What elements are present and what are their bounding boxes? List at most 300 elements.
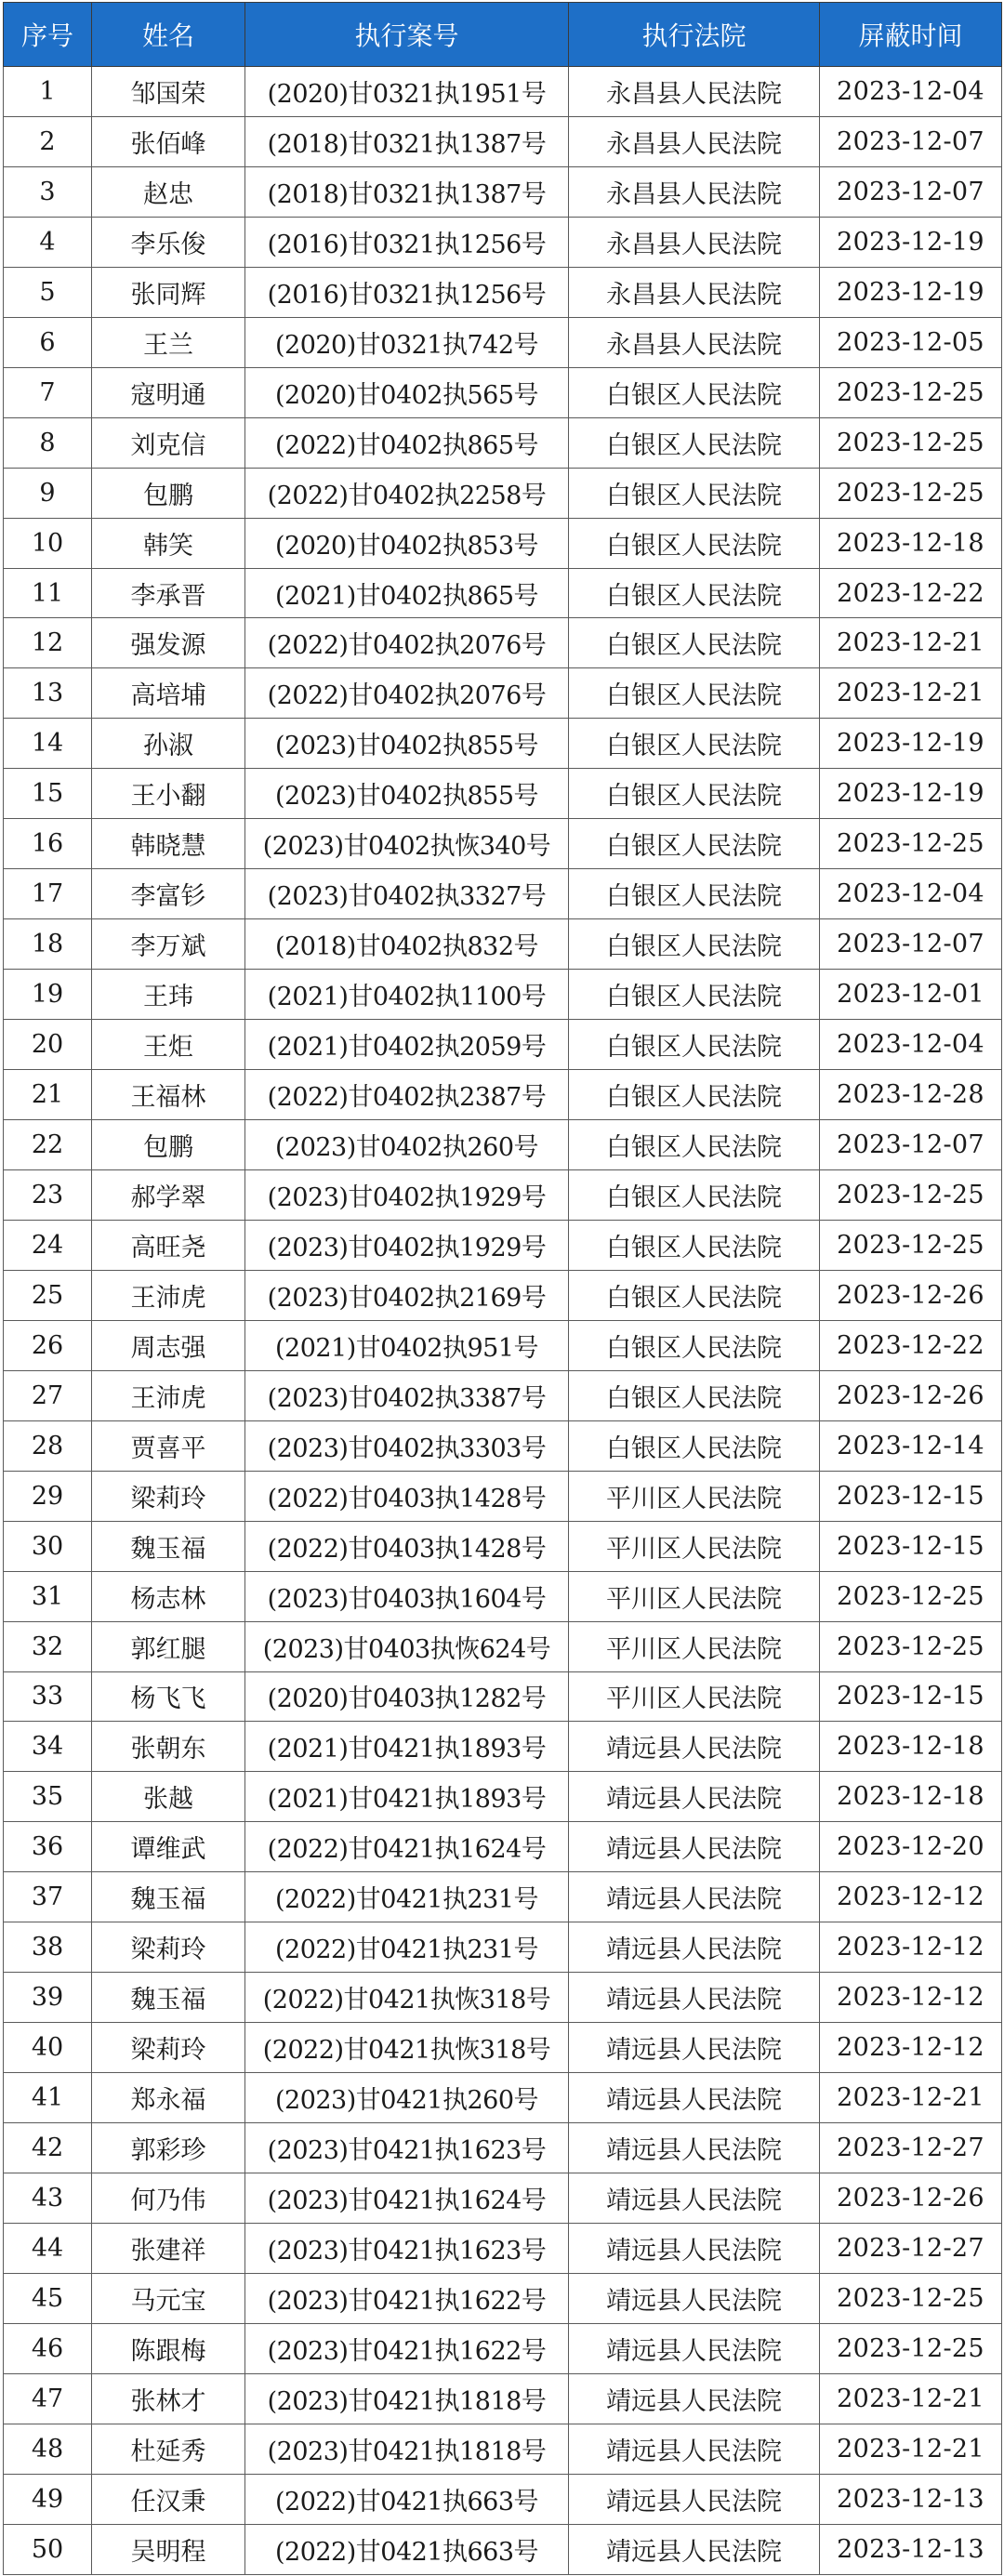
table-row — [4, 2023, 1002, 2073]
table-row — [4, 618, 1002, 668]
cell-serial-number: 4 — [4, 217, 92, 267]
cell-name: 刘克信 — [92, 417, 245, 468]
cell-court: 靖远县人民法院 — [569, 2023, 820, 2073]
cell-shield-date: 2023-12-25 — [820, 468, 1002, 518]
cell-shield-date: 2023-12-26 — [820, 1370, 1002, 1420]
cell-case-number: (2023)甘0402执855号 — [245, 719, 569, 769]
cell-court: 永昌县人民法院 — [569, 166, 820, 217]
table-row — [4, 2424, 1002, 2474]
header-court: 执行法院 — [569, 3, 820, 67]
table-row — [4, 1621, 1002, 1671]
cell-case-number: (2023)甘0421执1818号 — [245, 2373, 569, 2424]
cell-shield-date: 2023-12-25 — [820, 1220, 1002, 1270]
cell-case-number: (2022)甘0421执231号 — [245, 1872, 569, 1922]
table-row — [4, 1070, 1002, 1120]
cell-name: 寇明通 — [92, 367, 245, 417]
cell-court: 白银区人民法院 — [569, 719, 820, 769]
cell-court: 靖远县人民法院 — [569, 1922, 820, 1973]
cell-court: 白银区人民法院 — [569, 970, 820, 1020]
cell-serial-number: 1 — [4, 67, 92, 117]
cell-shield-date: 2023-12-25 — [820, 417, 1002, 468]
cell-case-number: (2020)甘0402执853号 — [245, 518, 569, 568]
table-row — [4, 970, 1002, 1020]
cell-court: 靖远县人民法院 — [569, 2323, 820, 2373]
table-row — [4, 1420, 1002, 1471]
cell-case-number: (2020)甘0403执1282号 — [245, 1671, 569, 1722]
cell-name: 何乃伟 — [92, 2173, 245, 2224]
table-row — [4, 2474, 1002, 2524]
cell-name: 梁莉玲 — [92, 1471, 245, 1521]
cell-court: 白银区人民法院 — [569, 1120, 820, 1170]
cell-serial-number: 40 — [4, 2023, 92, 2073]
cell-court: 白银区人民法院 — [569, 869, 820, 919]
cell-court: 白银区人民法院 — [569, 919, 820, 970]
cell-court: 白银区人民法院 — [569, 568, 820, 618]
cell-serial-number: 19 — [4, 970, 92, 1020]
cell-serial-number: 10 — [4, 518, 92, 568]
table-row — [4, 2123, 1002, 2173]
cell-shield-date: 2023-12-21 — [820, 2424, 1002, 2474]
cell-name: 张佰峰 — [92, 116, 245, 166]
cell-serial-number: 36 — [4, 1822, 92, 1872]
cell-shield-date: 2023-12-18 — [820, 518, 1002, 568]
cell-shield-date: 2023-12-25 — [820, 1571, 1002, 1621]
cell-shield-date: 2023-12-26 — [820, 2173, 1002, 2224]
cell-serial-number: 18 — [4, 919, 92, 970]
cell-case-number: (2023)甘0402执260号 — [245, 1120, 569, 1170]
cell-shield-date: 2023-12-01 — [820, 970, 1002, 1020]
cell-case-number: (2022)甘0402执2387号 — [245, 1070, 569, 1120]
cell-case-number: (2022)甘0421执663号 — [245, 2474, 569, 2524]
cell-court: 白银区人民法院 — [569, 1420, 820, 1471]
cell-serial-number: 24 — [4, 1220, 92, 1270]
cell-serial-number: 20 — [4, 1020, 92, 1070]
table-row — [4, 1772, 1002, 1822]
cell-shield-date: 2023-12-19 — [820, 267, 1002, 317]
cell-court: 平川区人民法院 — [569, 1621, 820, 1671]
cell-case-number: (2020)甘0402执565号 — [245, 367, 569, 417]
cell-shield-date: 2023-12-15 — [820, 1471, 1002, 1521]
cell-shield-date: 2023-12-28 — [820, 1070, 1002, 1120]
cell-court: 靖远县人民法院 — [569, 2524, 820, 2574]
cell-serial-number: 41 — [4, 2073, 92, 2123]
cell-court: 白银区人民法院 — [569, 1169, 820, 1220]
cell-case-number: (2022)甘0421执663号 — [245, 2524, 569, 2574]
table-row — [4, 1872, 1002, 1922]
cell-court: 白银区人民法院 — [569, 1220, 820, 1270]
cell-case-number: (2018)甘0321执1387号 — [245, 116, 569, 166]
cell-serial-number: 21 — [4, 1070, 92, 1120]
cell-case-number: (2021)甘0421执1893号 — [245, 1722, 569, 1772]
cell-case-number: (2023)甘0403执恢624号 — [245, 1621, 569, 1671]
cell-court: 平川区人民法院 — [569, 1571, 820, 1621]
table-row — [4, 1521, 1002, 1571]
cell-name: 赵忠 — [92, 166, 245, 217]
table-row — [4, 568, 1002, 618]
cell-name: 包鹏 — [92, 468, 245, 518]
table-row — [4, 116, 1002, 166]
cell-name: 王玮 — [92, 970, 245, 1020]
cell-serial-number: 33 — [4, 1671, 92, 1722]
table-row — [4, 2373, 1002, 2424]
table-row — [4, 2173, 1002, 2224]
cell-serial-number: 2 — [4, 116, 92, 166]
cell-serial-number: 48 — [4, 2424, 92, 2474]
cell-name: 杨志林 — [92, 1571, 245, 1621]
table-row — [4, 1571, 1002, 1621]
cell-court: 白银区人民法院 — [569, 618, 820, 668]
cell-court: 平川区人民法院 — [569, 1521, 820, 1571]
cell-name: 杨飞飞 — [92, 1671, 245, 1722]
cell-serial-number: 11 — [4, 568, 92, 618]
cell-shield-date: 2023-12-25 — [820, 2323, 1002, 2373]
table-row — [4, 1822, 1002, 1872]
cell-serial-number: 35 — [4, 1772, 92, 1822]
table-row — [4, 1370, 1002, 1420]
cell-court: 靖远县人民法院 — [569, 2173, 820, 2224]
cell-court: 平川区人民法院 — [569, 1671, 820, 1722]
cell-serial-number: 45 — [4, 2273, 92, 2323]
cell-court: 靖远县人民法院 — [569, 2073, 820, 2123]
cell-name: 梁莉玲 — [92, 2023, 245, 2073]
cell-case-number: (2023)甘0402执恢340号 — [245, 819, 569, 869]
cell-shield-date: 2023-12-05 — [820, 317, 1002, 367]
cell-serial-number: 23 — [4, 1169, 92, 1220]
cell-case-number: (2020)甘0321执742号 — [245, 317, 569, 367]
cell-shield-date: 2023-12-27 — [820, 2123, 1002, 2173]
cell-case-number: (2022)甘0421执恢318号 — [245, 2023, 569, 2073]
table-row — [4, 2323, 1002, 2373]
cell-case-number: (2021)甘0402执865号 — [245, 568, 569, 618]
cell-name: 包鹏 — [92, 1120, 245, 1170]
cell-serial-number: 15 — [4, 769, 92, 819]
cell-case-number: (2023)甘0421执1622号 — [245, 2273, 569, 2323]
header-serial-number: 序号 — [4, 3, 92, 67]
table-row — [4, 769, 1002, 819]
cell-serial-number: 47 — [4, 2373, 92, 2424]
cell-shield-date: 2023-12-12 — [820, 1872, 1002, 1922]
table-row — [4, 1020, 1002, 1070]
cell-name: 杜延秀 — [92, 2424, 245, 2474]
cell-shield-date: 2023-12-21 — [820, 618, 1002, 668]
cell-serial-number: 46 — [4, 2323, 92, 2373]
cell-case-number: (2022)甘0421执231号 — [245, 1922, 569, 1973]
cell-court: 白银区人民法院 — [569, 1270, 820, 1320]
cell-name: 谭维武 — [92, 1822, 245, 1872]
cell-name: 吴明程 — [92, 2524, 245, 2574]
cell-court: 白银区人民法院 — [569, 518, 820, 568]
cell-shield-date: 2023-12-21 — [820, 2073, 1002, 2123]
cell-serial-number: 44 — [4, 2223, 92, 2273]
cell-serial-number: 29 — [4, 1471, 92, 1521]
cell-name: 郑永福 — [92, 2073, 245, 2123]
cell-shield-date: 2023-12-25 — [820, 1169, 1002, 1220]
cell-name: 魏玉福 — [92, 1973, 245, 2023]
cell-serial-number: 42 — [4, 2123, 92, 2173]
cell-serial-number: 25 — [4, 1270, 92, 1320]
table-row — [4, 2524, 1002, 2574]
table-row — [4, 668, 1002, 719]
cell-name: 孙淑 — [92, 719, 245, 769]
cell-name: 王沛虎 — [92, 1270, 245, 1320]
cell-serial-number: 38 — [4, 1922, 92, 1973]
cell-case-number: (2022)甘0421执恢318号 — [245, 1973, 569, 2023]
cell-shield-date: 2023-12-12 — [820, 2023, 1002, 2073]
cell-case-number: (2022)甘0403执1428号 — [245, 1471, 569, 1521]
cell-case-number: (2023)甘0421执260号 — [245, 2073, 569, 2123]
table-row — [4, 67, 1002, 117]
cell-name: 张林才 — [92, 2373, 245, 2424]
cell-court: 靖远县人民法院 — [569, 1973, 820, 2023]
cell-shield-date: 2023-12-18 — [820, 1722, 1002, 1772]
header-row — [4, 3, 1002, 67]
table-row — [4, 267, 1002, 317]
cell-name: 韩晓慧 — [92, 819, 245, 869]
cell-shield-date: 2023-12-19 — [820, 217, 1002, 267]
cell-name: 强发源 — [92, 618, 245, 668]
table-row — [4, 819, 1002, 869]
cell-shield-date: 2023-12-12 — [820, 1922, 1002, 1973]
cell-name: 贾喜平 — [92, 1420, 245, 1471]
cell-case-number: (2023)甘0403执1604号 — [245, 1571, 569, 1621]
cell-case-number: (2018)甘0321执1387号 — [245, 166, 569, 217]
table-row — [4, 1120, 1002, 1170]
cell-name: 王兰 — [92, 317, 245, 367]
cell-case-number: (2022)甘0421执1624号 — [245, 1822, 569, 1872]
cell-shield-date: 2023-12-25 — [820, 1621, 1002, 1671]
cell-shield-date: 2023-12-18 — [820, 1772, 1002, 1822]
cell-court: 永昌县人民法院 — [569, 67, 820, 117]
cell-court: 永昌县人民法院 — [569, 217, 820, 267]
cell-court: 平川区人民法院 — [569, 1471, 820, 1521]
cell-serial-number: 7 — [4, 367, 92, 417]
cell-name: 梁莉玲 — [92, 1922, 245, 1973]
cell-serial-number: 22 — [4, 1120, 92, 1170]
cell-serial-number: 30 — [4, 1521, 92, 1571]
cell-shield-date: 2023-12-07 — [820, 919, 1002, 970]
table-header — [4, 3, 1002, 67]
cell-name: 任汉秉 — [92, 2474, 245, 2524]
cell-serial-number: 17 — [4, 869, 92, 919]
cell-shield-date: 2023-12-25 — [820, 2273, 1002, 2323]
cell-shield-date: 2023-12-04 — [820, 869, 1002, 919]
table-row — [4, 518, 1002, 568]
cell-name: 魏玉福 — [92, 1521, 245, 1571]
cell-serial-number: 31 — [4, 1571, 92, 1621]
table-row — [4, 468, 1002, 518]
cell-serial-number: 12 — [4, 618, 92, 668]
cell-court: 白银区人民法院 — [569, 417, 820, 468]
cell-case-number: (2023)甘0421执1818号 — [245, 2424, 569, 2474]
cell-court: 靖远县人民法院 — [569, 1772, 820, 1822]
cell-court: 白银区人民法院 — [569, 1020, 820, 1070]
cell-shield-date: 2023-12-25 — [820, 367, 1002, 417]
cell-serial-number: 6 — [4, 317, 92, 367]
cell-serial-number: 16 — [4, 819, 92, 869]
cell-serial-number: 9 — [4, 468, 92, 518]
cell-name: 韩笑 — [92, 518, 245, 568]
cell-serial-number: 28 — [4, 1420, 92, 1471]
table-row — [4, 166, 1002, 217]
cell-serial-number: 3 — [4, 166, 92, 217]
table-row — [4, 2073, 1002, 2123]
cell-shield-date: 2023-12-21 — [820, 668, 1002, 719]
cell-serial-number: 37 — [4, 1872, 92, 1922]
cell-name: 郝学翠 — [92, 1169, 245, 1220]
cell-serial-number: 13 — [4, 668, 92, 719]
cell-court: 靖远县人民法院 — [569, 2273, 820, 2323]
cell-court: 白银区人民法院 — [569, 1070, 820, 1120]
cell-court: 永昌县人民法院 — [569, 116, 820, 166]
cell-court: 靖远县人民法院 — [569, 1722, 820, 1772]
cell-shield-date: 2023-12-15 — [820, 1671, 1002, 1722]
cell-serial-number: 14 — [4, 719, 92, 769]
table-row — [4, 1922, 1002, 1973]
table-row — [4, 1169, 1002, 1220]
cell-name: 高培埔 — [92, 668, 245, 719]
table-row — [4, 2223, 1002, 2273]
cell-name: 李富钐 — [92, 869, 245, 919]
cell-court: 永昌县人民法院 — [569, 317, 820, 367]
cell-name: 王福林 — [92, 1070, 245, 1120]
table-row — [4, 1471, 1002, 1521]
cell-court: 靖远县人民法院 — [569, 2123, 820, 2173]
cell-case-number: (2023)甘0402执2169号 — [245, 1270, 569, 1320]
cell-case-number: (2021)甘0402执951号 — [245, 1320, 569, 1370]
cell-case-number: (2023)甘0402执855号 — [245, 769, 569, 819]
table-row — [4, 2273, 1002, 2323]
table-row — [4, 1973, 1002, 2023]
cell-serial-number: 8 — [4, 417, 92, 468]
cell-case-number: (2023)甘0421执1623号 — [245, 2123, 569, 2173]
cell-name: 张同辉 — [92, 267, 245, 317]
header-name: 姓名 — [92, 3, 245, 67]
cell-name: 郭彩珍 — [92, 2123, 245, 2173]
cell-name: 魏玉福 — [92, 1872, 245, 1922]
cell-shield-date: 2023-12-13 — [820, 2524, 1002, 2574]
table-row — [4, 317, 1002, 367]
cell-serial-number: 50 — [4, 2524, 92, 2574]
cell-serial-number: 27 — [4, 1370, 92, 1420]
cell-court: 白银区人民法院 — [569, 468, 820, 518]
cell-court: 白银区人民法院 — [569, 367, 820, 417]
cell-case-number: (2016)甘0321执1256号 — [245, 217, 569, 267]
cell-shield-date: 2023-12-20 — [820, 1822, 1002, 1872]
cell-serial-number: 39 — [4, 1973, 92, 2023]
cell-court: 白银区人民法院 — [569, 1320, 820, 1370]
table-row — [4, 1671, 1002, 1722]
cell-name: 李承晋 — [92, 568, 245, 618]
cell-name: 周志强 — [92, 1320, 245, 1370]
header-shield-date: 屏蔽时间 — [820, 3, 1002, 67]
cell-name: 郭红腿 — [92, 1621, 245, 1671]
cell-case-number: (2023)甘0421执1622号 — [245, 2323, 569, 2373]
header-case-number: 执行案号 — [245, 3, 569, 67]
cell-court: 白银区人民法院 — [569, 668, 820, 719]
table-row — [4, 217, 1002, 267]
cell-name: 王炬 — [92, 1020, 245, 1070]
cell-shield-date: 2023-12-21 — [820, 2373, 1002, 2424]
cell-case-number: (2022)甘0403执1428号 — [245, 1521, 569, 1571]
cell-name: 王小翻 — [92, 769, 245, 819]
table-row — [4, 1722, 1002, 1772]
cell-serial-number: 49 — [4, 2474, 92, 2524]
cell-court: 白银区人民法院 — [569, 769, 820, 819]
cell-shield-date: 2023-12-07 — [820, 116, 1002, 166]
cell-case-number: (2023)甘0402执1929号 — [245, 1169, 569, 1220]
cell-case-number: (2020)甘0321执1951号 — [245, 67, 569, 117]
cell-case-number: (2022)甘0402执2076号 — [245, 618, 569, 668]
execution-records-table — [3, 2, 1002, 2575]
cell-serial-number: 5 — [4, 267, 92, 317]
table-row — [4, 869, 1002, 919]
cell-name: 王沛虎 — [92, 1370, 245, 1420]
table-row — [4, 719, 1002, 769]
cell-shield-date: 2023-12-22 — [820, 568, 1002, 618]
cell-court: 靖远县人民法院 — [569, 2373, 820, 2424]
cell-case-number: (2023)甘0402执3327号 — [245, 869, 569, 919]
cell-name: 陈跟梅 — [92, 2323, 245, 2373]
cell-shield-date: 2023-12-22 — [820, 1320, 1002, 1370]
cell-court: 靖远县人民法院 — [569, 1872, 820, 1922]
cell-shield-date: 2023-12-13 — [820, 2474, 1002, 2524]
cell-name: 高旺尧 — [92, 1220, 245, 1270]
cell-case-number: (2016)甘0321执1256号 — [245, 267, 569, 317]
cell-shield-date: 2023-12-04 — [820, 67, 1002, 117]
cell-shield-date: 2023-12-04 — [820, 1020, 1002, 1070]
cell-shield-date: 2023-12-07 — [820, 1120, 1002, 1170]
cell-name: 马元宝 — [92, 2273, 245, 2323]
cell-name: 李乐俊 — [92, 217, 245, 267]
cell-shield-date: 2023-12-19 — [820, 769, 1002, 819]
cell-shield-date: 2023-12-14 — [820, 1420, 1002, 1471]
cell-case-number: (2022)甘0402执865号 — [245, 417, 569, 468]
cell-name: 张建祥 — [92, 2223, 245, 2273]
table-row — [4, 1320, 1002, 1370]
cell-case-number: (2023)甘0402执1929号 — [245, 1220, 569, 1270]
table-row — [4, 367, 1002, 417]
cell-name: 张越 — [92, 1772, 245, 1822]
cell-case-number: (2022)甘0402执2076号 — [245, 668, 569, 719]
cell-name: 张朝东 — [92, 1722, 245, 1772]
cell-court: 靖远县人民法院 — [569, 2474, 820, 2524]
table-row — [4, 919, 1002, 970]
cell-shield-date: 2023-12-07 — [820, 166, 1002, 217]
cell-court: 白银区人民法院 — [569, 819, 820, 869]
cell-case-number: (2021)甘0402执2059号 — [245, 1020, 569, 1070]
cell-serial-number: 43 — [4, 2173, 92, 2224]
cell-court: 永昌县人民法院 — [569, 267, 820, 317]
cell-serial-number: 32 — [4, 1621, 92, 1671]
cell-shield-date: 2023-12-19 — [820, 719, 1002, 769]
cell-shield-date: 2023-12-15 — [820, 1521, 1002, 1571]
cell-court: 靖远县人民法院 — [569, 1822, 820, 1872]
cell-court: 靖远县人民法院 — [569, 2223, 820, 2273]
cell-name: 邹国荣 — [92, 67, 245, 117]
cell-case-number: (2021)甘0402执1100号 — [245, 970, 569, 1020]
cell-case-number: (2022)甘0402执2258号 — [245, 468, 569, 518]
cell-case-number: (2023)甘0402执3387号 — [245, 1370, 569, 1420]
cell-court: 靖远县人民法院 — [569, 2424, 820, 2474]
cell-serial-number: 34 — [4, 1722, 92, 1772]
table-row — [4, 1270, 1002, 1320]
cell-case-number: (2023)甘0402执3303号 — [245, 1420, 569, 1471]
cell-case-number: (2023)甘0421执1623号 — [245, 2223, 569, 2273]
cell-shield-date: 2023-12-25 — [820, 819, 1002, 869]
cell-name: 李万斌 — [92, 919, 245, 970]
table-body — [4, 67, 1002, 2575]
cell-case-number: (2018)甘0402执832号 — [245, 919, 569, 970]
